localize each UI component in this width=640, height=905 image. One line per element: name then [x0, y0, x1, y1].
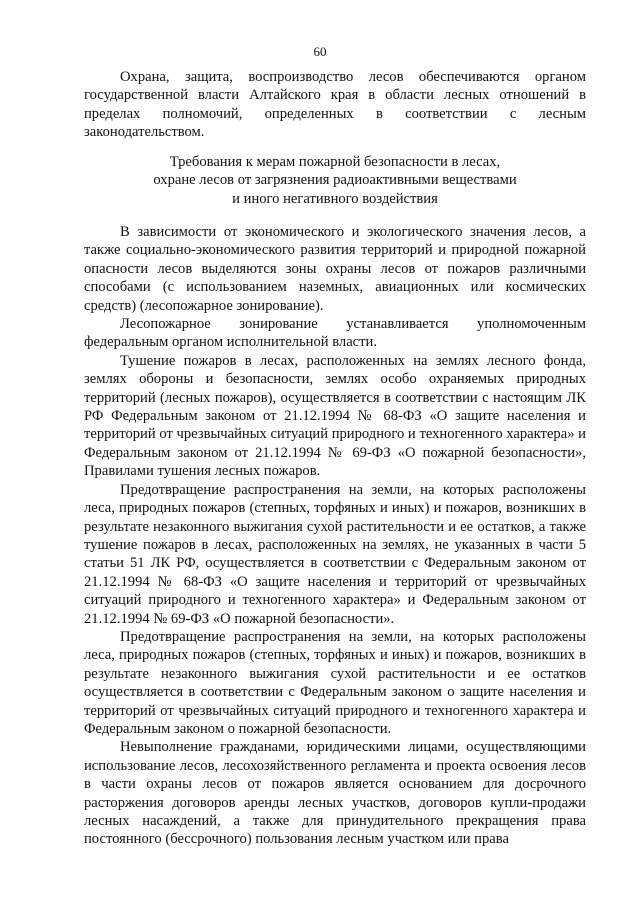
- paragraph-non-compliance: Невыполнение гражданами, юридическими лицами, осуществляющими использование лесов, лесохозяйственного регламента и проекта освоения лесов в части охраны лесов от пожаров является основанием для досрочного расторжения договоров аренды лесных участков, договоров купли-продажи лесных насаждений, а также для принудительного прекращения права постоянного (бессрочного) пользования лесным участком или права: [84, 739, 586, 848]
- paragraph-zoning-authority: Лесопожарное зонирование устанавливается уполномоченным федеральным органом исполнительной власти.: [84, 316, 586, 351]
- heading-line-2: охране лесов от загрязнения радиоактивными веществами: [153, 172, 517, 189]
- section-body: [84, 223, 586, 849]
- intro-paragraph: Охрана, защита, воспроизводство лесов обеспечиваются органом государственной власти Алтайского края в области лесных отношений в пределах полномочий, определенных в соответствии с лесным законодательством.: [84, 69, 586, 141]
- paragraph-fire-prevention-1: Предотвращение распространения на земли, на которых расположены леса, природных пожаров (степных, торфяных и иных) и пожаров, возникших в результате незаконного выжигания сухой растительности и ее остатков, а также тушение пожаров в лесах, расположенных на землях, не указанных в части 5 статьи 51 ЛК РФ, осуществляется в соответствии с Федеральным законом от 21.12.1994 № 68-ФЗ «О защите населения и территорий от чрезвычайных ситуаций природного и техногенного характера» и Федеральным законом от 21.12.1994 № 69-ФЗ «О пожарной безопасности».: [84, 481, 586, 627]
- section-heading: [84, 153, 586, 208]
- page-number: 60: [313, 44, 327, 59]
- heading-line-1: Требования к мерам пожарной безопасности в лесах,: [169, 154, 501, 170]
- intro-block: [84, 68, 586, 142]
- paragraph-fire-prevention-2: Предотвращение распространения на земли, на которых расположены леса, природных пожаров (степных, торфяных и иных) и пожаров, возникших в результате незаконного выжигания сухой растительности и ее остатков осуществляется в соответствии с Федеральным законом о защите населения и территорий от чрезвычайных ситуаций природного и техногенного характера и Федеральным законом о пожарной безопасности.: [84, 628, 586, 737]
- paragraph-fire-extinguishing: Тушение пожаров в лесах, расположенных на землях лесного фонда, землях обороны и безопасности, землях особо охраняемых природных территорий (лесных пожаров), осуществляется в соответствии с настоящим ЛК РФ Федеральным законом от 21.12.1994 № 68-ФЗ «О защите населения и территорий от чрезвычайных ситуаций природного и техногенного характера» и Федеральным законом от 21.12.1994 № 69-ФЗ «О пожарной безопасности», Правилами тушения лесных пожаров.: [84, 352, 586, 480]
- paragraph-fire-zones: В зависимости от экономического и экологического значения лесов, а также социально-экономического развития территорий и природной пожарной опасности лесов выделяются зоны охраны лесов от пожаров различными способами (с использованием наземных, авиационных или космических средств) (лесопожарное зонирование).: [84, 224, 586, 314]
- heading-line-3: и иного негативного воздействия: [232, 190, 438, 207]
